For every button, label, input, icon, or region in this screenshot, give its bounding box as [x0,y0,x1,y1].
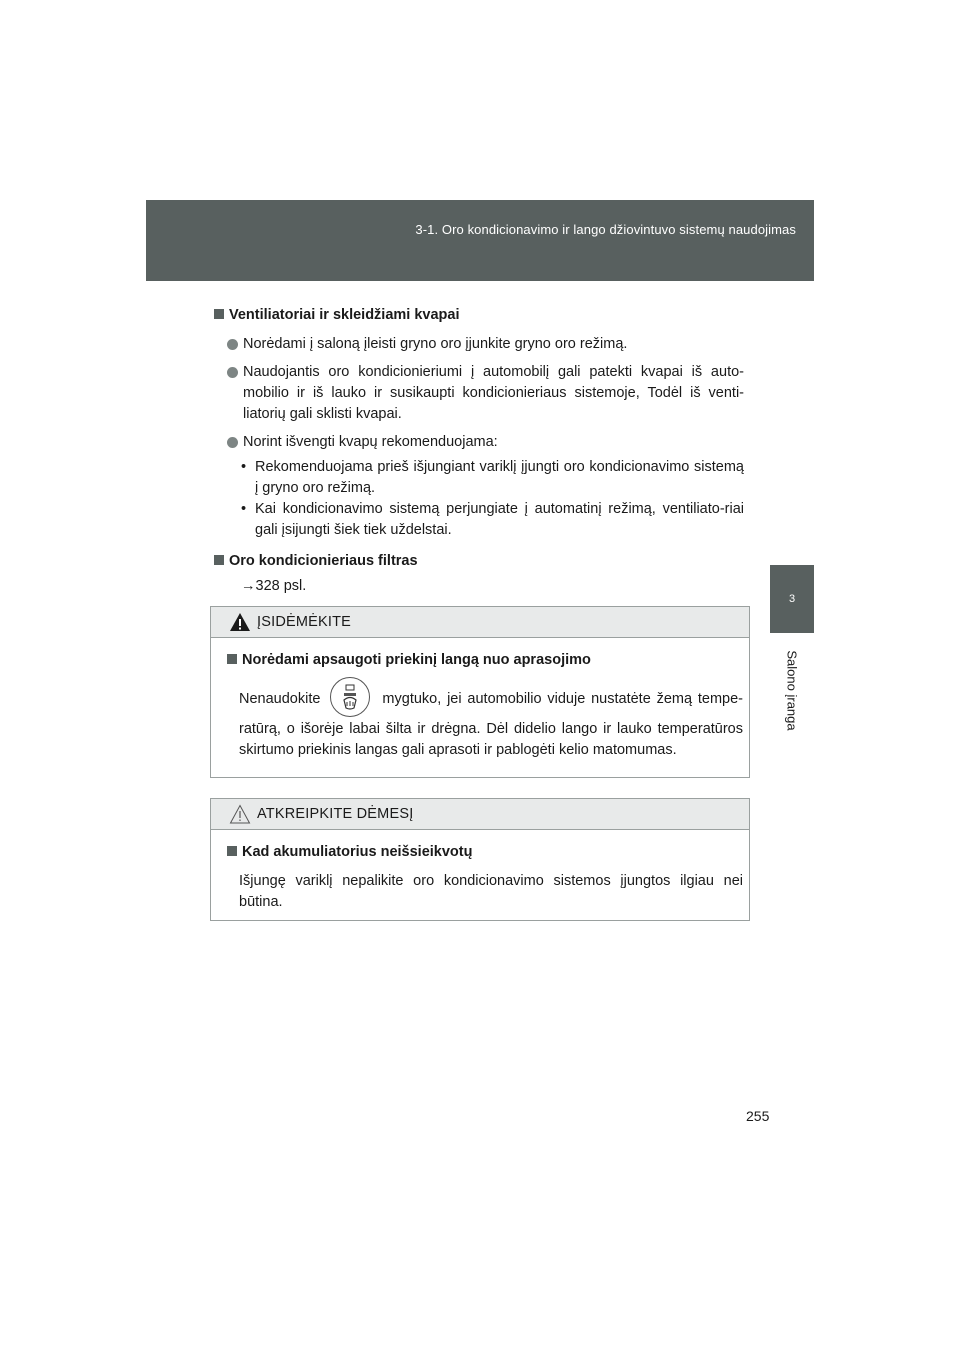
sub-list-item [241,457,744,499]
caution-title: ĮSIDĖMĖKITE [257,614,352,630]
chapter-label [770,640,814,740]
caution-text-before: Nenaudokite [239,690,321,707]
caution-heading [227,650,743,671]
square-bullet-icon [214,309,224,319]
caution-header [211,607,749,638]
page-number: 255 [746,1108,770,1124]
notice-text: Išjungę variklį nepalikite oro kondicionavimo sistemos įjungtos ilgiau nei būtina. [239,873,743,910]
chapter-label-text: Salono įranga [784,649,800,731]
section-heading-fans [214,305,744,326]
sub-bullet-icon: • [241,501,247,517]
caution-box [210,606,750,778]
caution-text [239,679,743,761]
list-item [227,362,744,425]
list-item-text: Norint išvengti kvapų rekomenduojama: [243,434,498,450]
section-heading-filter [214,551,744,572]
notice-triangle-icon [229,804,251,824]
main-content [214,305,744,597]
list-item [227,432,744,453]
section-heading-text: Oro kondicionieriaus filtras [229,553,418,569]
caution-text-after: mygtuko, jei automobilio viduje nustatėte žemą tempe-ratūrą, o išorėje labai šilta ir drėgna. Dėl didelio lango ir lauko temperatūros skirtumo priekinis langas gali aprasoti ir pablogėti kelio matomumas. [239,690,743,758]
list-item-text: Naudojantis oro kondicionieriumi į automobilį gali patekti kvapai iš auto-mobilio ir iš lauko ir susikaupti kondicionieriaus sistemoje, Todėl iš venti-liatorių gali sklisti kvapai. [243,364,744,422]
sub-bullet-icon: • [241,459,247,475]
caution-heading-text: Norėdami apsaugoti priekinį langą nuo aprasojimo [242,652,591,668]
round-bullet-icon [227,437,238,448]
notice-title: ATKREIPKITE DĖMESĮ [257,806,414,822]
caution-body [211,638,749,775]
list-item-text: Norėdami į saloną įleisti gryno oro įjunkite gryno oro režimą. [243,336,628,352]
notice-heading-text: Kad akumuliatorius neišsieikvotų [242,844,473,860]
sub-list-item-text: Kai kondicionavimo sistemą perjungiate į automatinį režimą, ventiliato-riai gali įsijungti šiek tiek uždelstai. [255,501,744,538]
notice-header [211,799,749,830]
sub-list-item-text: Rekomenduojama prieš išjungiant variklį įjungti oro kondicionavimo sistemą į gryno oro režimą. [255,459,744,496]
square-bullet-icon [214,555,224,565]
notice-body [211,830,749,927]
square-bullet-icon [227,846,237,856]
list-item [227,334,744,355]
page-reference: →328 psl. [241,578,307,594]
round-bullet-icon [227,367,238,378]
header-title: 3-1. Oro kondicionavimo ir lango džiovintuvo sistemų naudojimas [415,222,796,237]
square-bullet-icon [227,654,237,664]
page-header [146,200,814,281]
warning-triangle-icon [229,612,251,632]
notice-heading [227,842,743,863]
chapter-number-tab: 3 [770,565,814,633]
round-bullet-icon [227,339,238,350]
defog-button-icon [330,677,370,717]
notice-box [210,798,750,921]
section-heading-text: Ventiliatoriai ir skleidžiami kvapai [229,307,460,323]
sub-list-item [241,499,744,541]
